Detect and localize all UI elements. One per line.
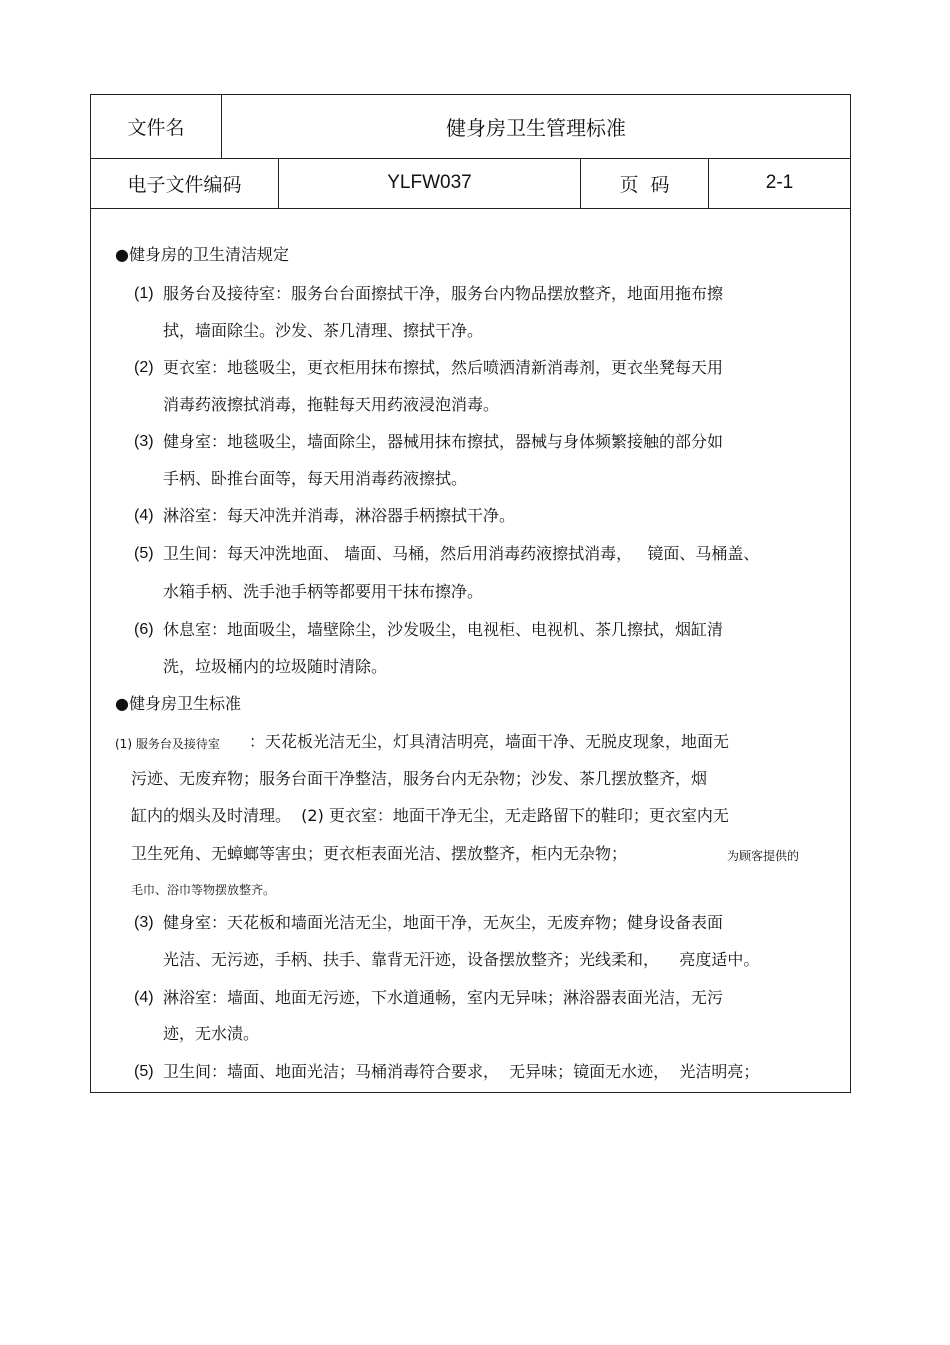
section2-heading: ●健身房卫生标准 — [115, 694, 241, 713]
document-body — [91, 208, 850, 1092]
page-value: 2-1 — [708, 158, 850, 208]
s1-item5-num: (5) — [134, 545, 154, 562]
page-label: 页 码 — [580, 158, 708, 208]
s1-item2-num: (2) — [134, 359, 154, 376]
s2-p1-line5-small: 毛巾、浴巾等物摆放整齐。 — [131, 883, 276, 897]
s1-item3-line2: 手柄、卧推台面等，每天用消毒药液擦拭。 — [163, 469, 468, 488]
s1-item1-line1: 服务台及接待室：服务台台面擦拭干净，服务台内物品摆放整齐，地面用拖布擦 — [163, 284, 724, 303]
s1-item1-line2: 拭，墙面除尘。沙发、茶几清理、擦拭干净。 — [163, 321, 484, 340]
s2-p1-line3: 缸内的烟头及时清理。 (2) 更衣室：地面干净无尘，无走路留下的鞋印；更衣室内无 — [131, 806, 729, 825]
s2-item4-num: (4) — [134, 989, 154, 1006]
s1-item6-line2: 洗，垃圾桶内的垃圾随时清除。 — [163, 657, 388, 676]
s1-item3-num: (3) — [134, 433, 154, 450]
s1-item3-line1: 健身室：地毯吸尘，墙面除尘，器械用抹布擦拭，器械与身体频繁接触的部分如 — [163, 432, 724, 451]
s2-p1-line2: 污迹、无废弃物；服务台面干净整洁，服务台内无杂物；沙发、茶几摆放整齐，烟 — [131, 769, 708, 788]
section1-heading: ●健身房的卫生清洁规定 — [115, 245, 289, 264]
s1-item6-num: (6) — [134, 621, 154, 638]
s1-item5-line2: 水箱手柄、洗手池手柄等都要用干抹布擦净。 — [163, 582, 484, 601]
s2-p1-rest: ：天花板光洁无尘，灯具清洁明亮，墙面干净、无脱皮现象，地面无 — [249, 732, 730, 751]
s2-p1-small-label: (1) 服务台及接待室 — [115, 737, 220, 751]
s2-item4-line2: 迹，无水渍。 — [163, 1024, 260, 1043]
s1-item2-line1: 更衣室：地毯吸尘，更衣柜用抹布擦拭，然后喷洒清新消毒剂，更衣坐凳每天用 — [163, 358, 724, 377]
s2-item3-line2: 光洁、无污迹，手柄、扶手、靠背无汗迹，设备摆放整齐；光线柔和， 亮度适中。 — [163, 950, 760, 969]
s1-item4-num: (4) — [134, 507, 154, 524]
code-value: YLFW037 — [278, 158, 580, 208]
code-label: 电子文件编码 — [127, 173, 242, 196]
s1-item5-line1: 卫生间：每天冲洗地面、 墙面、马桶，然后用消毒药液擦拭消毒， 镜面、马桶盖、 — [163, 544, 760, 563]
s1-item6-line1: 休息室：地面吸尘，墙壁除尘，沙发吸尘，电视柜、电视机、茶几擦拭，烟缸清 — [163, 620, 724, 639]
document-title: 健身房卫生管理标准 — [221, 95, 850, 158]
s2-p1-line4: 卫生死角、无蟑螂等害虫；更衣柜表面光洁、摆放整齐，柜内无杂物； — [131, 844, 628, 863]
s2-p1-line4-small: 为顾客提供的 — [727, 849, 800, 863]
header-row-title — [91, 95, 850, 159]
s2-item4-line1: 淋浴室：墙面、地面无污迹，下水道通畅，室内无异味；淋浴器表面光洁，无污 — [163, 988, 724, 1007]
document-frame — [90, 94, 851, 1093]
s1-item2-line2: 消毒药液擦拭消毒，拖鞋每天用药液浸泡消毒。 — [163, 395, 500, 414]
s1-item4-line1: 淋浴室：每天冲洗并消毒，淋浴器手柄擦拭干净。 — [163, 506, 516, 525]
s1-item1-num: (1) — [134, 285, 154, 302]
s2-item3-line1: 健身室：天花板和墙面光洁无尘，地面干净，无灰尘，无废弃物；健身设备表面 — [163, 913, 724, 932]
s2-item3-num: (3) — [134, 914, 154, 931]
file-name-label: 文件名 — [127, 117, 185, 139]
s2-item5-line1: 卫生间：墙面、地面光洁；马桶消毒符合要求， 无异味；镜面无水迹， 光洁明亮； — [163, 1062, 760, 1081]
header-row-code — [91, 158, 850, 209]
s2-item5-num: (5) — [134, 1063, 154, 1080]
